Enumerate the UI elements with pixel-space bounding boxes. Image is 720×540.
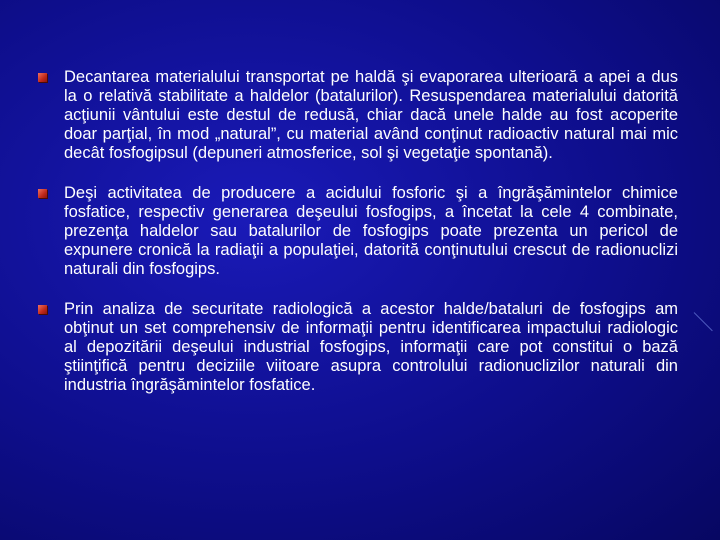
bullet-text: Deşi activitatea de producere a acidului fosforic şi a îngrăşămintelor chimice fosfatice, respectiv generarea deşeului fosfogips, a încetat la cele 4 combinate, prezenţa haldelor sau batalurilor de fosfogips poate prezenta un pericol de expunere cronică la radiaţii a populaţiei, datorită conţinutului crescut de radionuclizi naturali din fosfogips.	[64, 184, 678, 278]
bullet-text: Decantarea materialului transportat pe haldă şi evaporarea ulterioară a apei a dus la o relativă stabilitate a haldelor (batalurilor). Resuspendarea materialului datorită acţiunii vântului este destul de redusă, chiar dacă unele halde au fost acoperite doar parţial, în mod „natural”, cu material având conţinut radioactiv natural mai mic decât fosfogipsul (depuneri atmosferice, sol şi vegetaţie spontană).	[64, 68, 678, 162]
square-bullet-icon	[38, 189, 47, 198]
bullet-item	[38, 184, 678, 279]
bullet-text: Prin analiza de securitate radiologică a acestor halde/bataluri de fosfogips am obţinut un set comprehensiv de informaţii pentru identificarea impactului radiologic al depozitării deşeului industrial fosfogips, informaţii care pot constitui o bază ştiinţifică pentru deciziile viitoare asupra controlului radionuclizilor naturali din industria îngrăşămintelor fosfatice.	[64, 300, 678, 394]
square-bullet-icon	[38, 305, 47, 314]
bullet-item	[38, 300, 678, 395]
square-bullet-icon	[38, 73, 47, 82]
decorative-line	[694, 312, 713, 331]
bullet-list	[38, 68, 678, 416]
bullet-item	[38, 68, 678, 163]
